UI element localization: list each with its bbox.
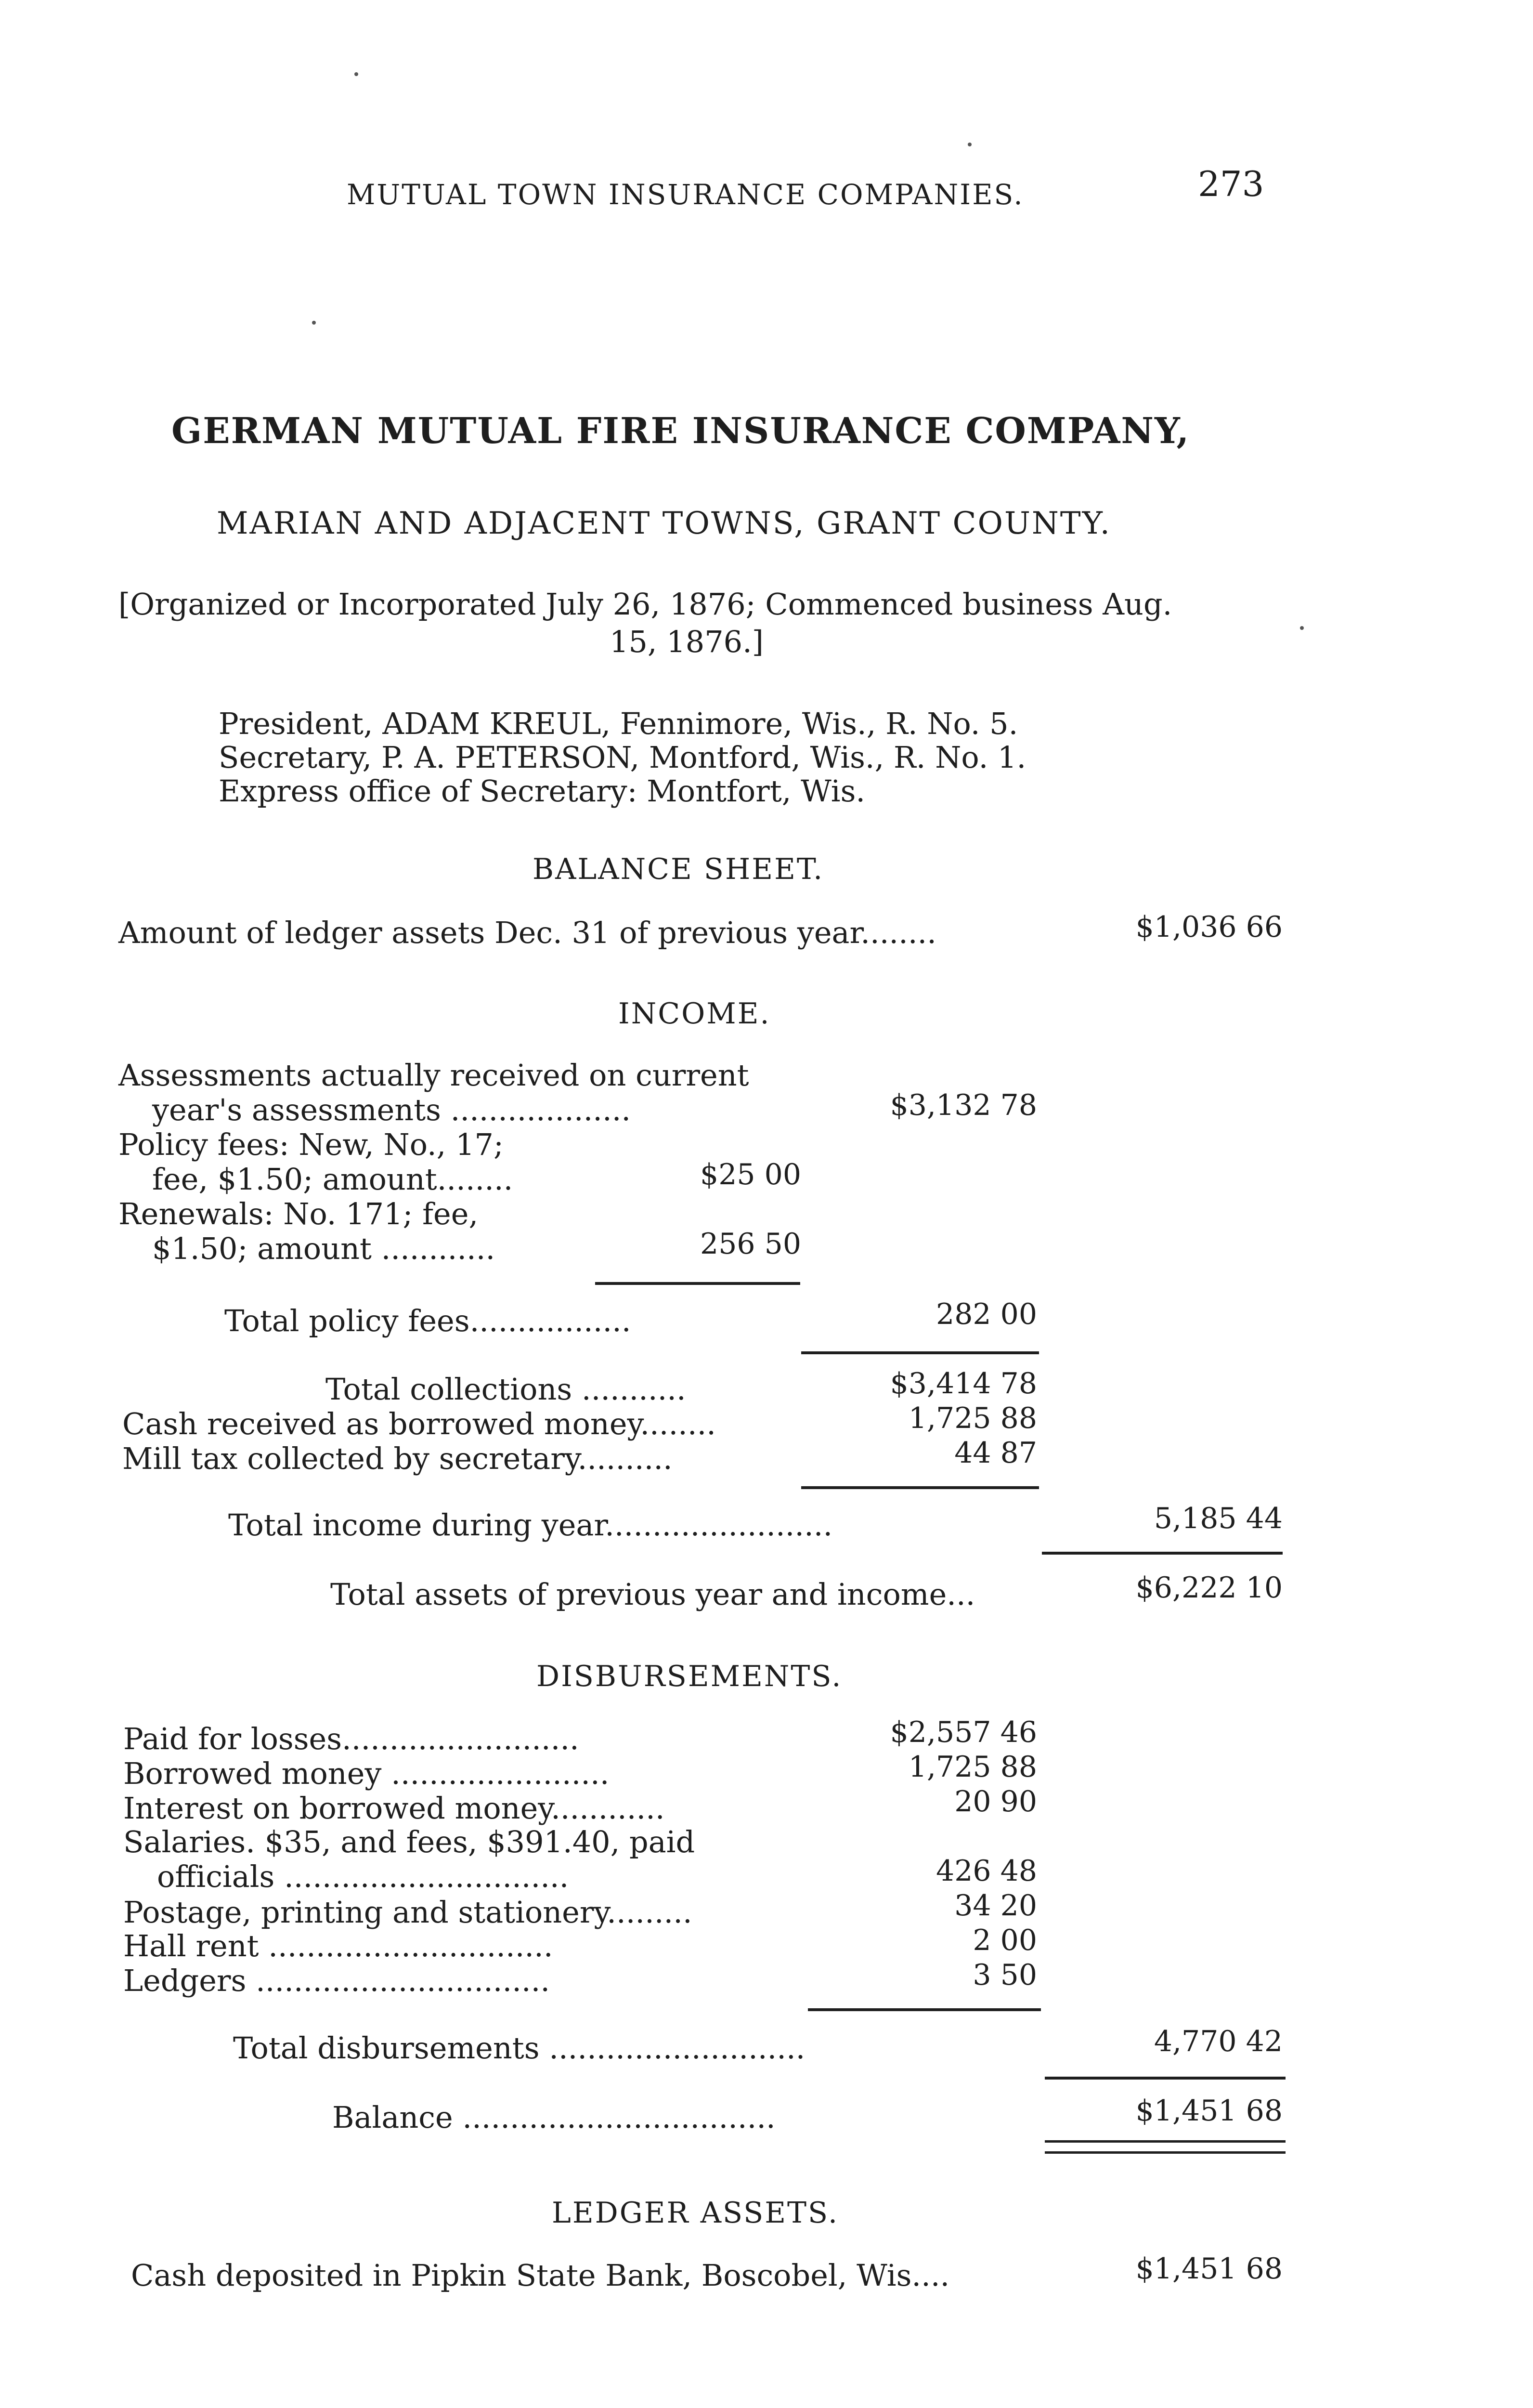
disbursement-label: officials .............................. xyxy=(157,1859,569,1894)
disbursement-value: 1,725 88 xyxy=(908,1750,1037,1784)
assessments-value: $3,132 78 xyxy=(890,1088,1037,1122)
borrowed-money-received-value: 1,725 88 xyxy=(908,1401,1037,1435)
mill-tax-label: Mill tax collected by secretary.......... xyxy=(122,1441,673,1476)
disbursement-label: Salaries. $35, and fees, $391.40, paid xyxy=(123,1824,695,1859)
total-income-value: 5,185 44 xyxy=(1154,1502,1283,1535)
scan-speck xyxy=(968,143,972,146)
policy-fees-value: $25 00 xyxy=(700,1158,801,1191)
cash-deposited-value: $1,451 68 xyxy=(1135,2252,1283,2286)
total-income-label: Total income during year........................ xyxy=(228,1507,833,1543)
total-policy-fees-label: Total policy fees................. xyxy=(224,1303,631,1338)
ledger-assets-previous-value: $1,036 66 xyxy=(1135,910,1283,944)
officer-president: President, ADAM KREUL, Fennimore, Wis., R. No. 5. xyxy=(219,706,1018,741)
rule-disbursements-subtotal xyxy=(808,2008,1041,2011)
disbursement-value: 3 50 xyxy=(973,1958,1037,1992)
total-collections-value: $3,414 78 xyxy=(890,1367,1037,1400)
policy-fees-label-1: Policy fees: New, No., 17; xyxy=(118,1127,504,1162)
rule-income-subtotal xyxy=(801,1486,1039,1489)
scan-speck xyxy=(354,72,358,76)
assessments-label-2: year's assessments ................... xyxy=(152,1092,631,1127)
rule-policy-subtotal xyxy=(595,1282,800,1285)
income-heading: INCOME. xyxy=(618,997,771,1031)
disbursement-value: 20 90 xyxy=(954,1785,1037,1819)
balance-value: $1,451 68 xyxy=(1135,2094,1283,2128)
renewals-label-1: Renewals: No. 171; fee, xyxy=(118,1196,479,1231)
total-assets-label: Total assets of previous year and income... xyxy=(330,1577,975,1612)
company-location: MARIAN AND ADJACENT TOWNS, GRANT COUNTY. xyxy=(217,506,1111,541)
organized-line-1: [Organized or Incorporated July 26, 1876; Commenced business Aug. xyxy=(118,587,1172,622)
company-name: GERMAN MUTUAL FIRE INSURANCE COMPANY, xyxy=(171,410,1190,452)
officer-express-office: Express office of Secretary: Montfort, Wis. xyxy=(219,773,866,809)
disbursement-label: Interest on borrowed money............ xyxy=(123,1791,665,1826)
organized-line-2: 15, 1876.] xyxy=(610,624,764,659)
disbursement-label: Hall rent .............................. xyxy=(123,1928,553,1963)
mill-tax-value: 44 87 xyxy=(954,1436,1037,1470)
balance-sheet-heading: BALANCE SHEET. xyxy=(533,852,824,886)
officer-secretary: Secretary, P. A. PETERSON, Montford, Wis., R. No. 1. xyxy=(219,740,1026,775)
scan-speck xyxy=(312,321,316,325)
disbursement-value: 2 00 xyxy=(973,1924,1037,1957)
renewals-value: 256 50 xyxy=(700,1227,801,1261)
ledger-assets-heading: LEDGER ASSETS. xyxy=(552,2196,839,2230)
total-policy-fees-value: 282 00 xyxy=(936,1297,1037,1331)
disbursement-label: Ledgers ............................... xyxy=(123,1963,550,1998)
double-rule-balance xyxy=(1045,2140,1286,2154)
ledger-assets-previous-label: Amount of ledger assets Dec. 31 of previous year........ xyxy=(118,915,936,950)
page-number: 273 xyxy=(1198,164,1264,204)
disbursement-value: 34 20 xyxy=(954,1889,1037,1923)
disbursement-value: $2,557 46 xyxy=(890,1715,1037,1749)
running-header: MUTUAL TOWN INSURANCE COMPANIES. xyxy=(347,178,1024,211)
disbursement-label: Postage, printing and stationery......... xyxy=(123,1895,692,1930)
rule-total-disbursements xyxy=(1045,2077,1286,2080)
rule-collections xyxy=(801,1351,1039,1354)
disbursements-heading: DISBURSEMENTS. xyxy=(536,1660,843,1693)
disbursement-label: Paid for losses......................... xyxy=(123,1721,579,1756)
disbursement-value: 426 48 xyxy=(936,1854,1037,1888)
policy-fees-label-2: fee, $1.50; amount........ xyxy=(152,1162,513,1197)
total-collections-label: Total collections ........... xyxy=(325,1372,686,1407)
total-assets-value: $6,222 10 xyxy=(1135,1571,1283,1605)
total-disbursements-value: 4,770 42 xyxy=(1154,2025,1283,2058)
borrowed-money-received-label: Cash received as borrowed money........ xyxy=(122,1406,716,1441)
rule-total-income xyxy=(1042,1552,1283,1555)
total-disbursements-label: Total disbursements ........................... xyxy=(233,2030,805,2066)
renewals-label-2: $1.50; amount ............ xyxy=(152,1231,495,1266)
scan-speck xyxy=(1300,626,1304,630)
cash-deposited-label: Cash deposited in Pipkin State Bank, Boscobel, Wis.... xyxy=(131,2258,950,2293)
disbursement-label: Borrowed money ....................... xyxy=(123,1756,610,1791)
balance-label: Balance ................................. xyxy=(332,2100,776,2135)
assessments-label-1: Assessments actually received on current xyxy=(118,1058,749,1093)
